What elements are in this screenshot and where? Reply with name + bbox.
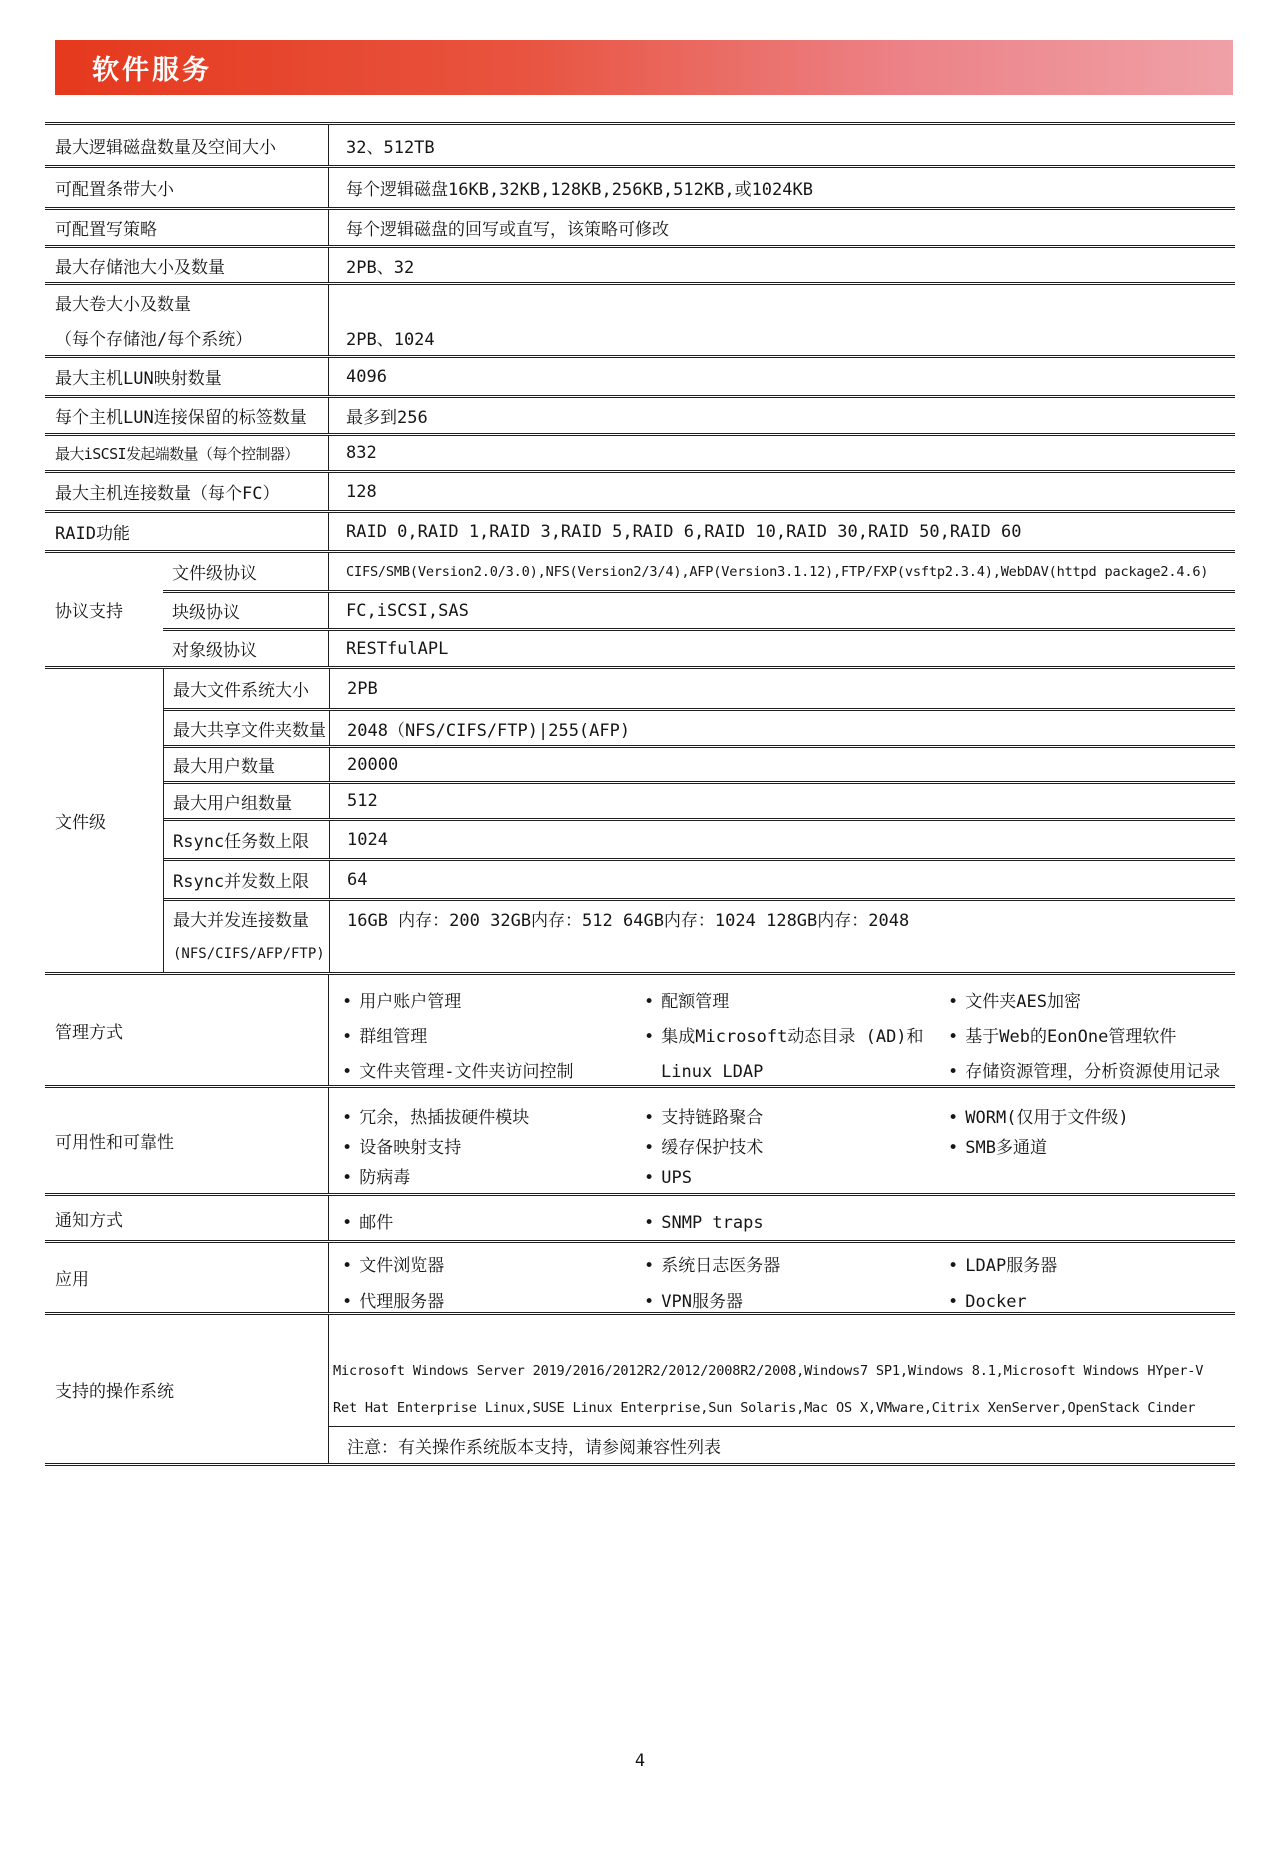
sub-row-label	[164, 711, 329, 745]
row-value	[328, 125, 1235, 165]
bullet-text: 缓存保护技术	[661, 1138, 764, 1158]
bullet-icon: •	[644, 1168, 655, 1188]
sub-row-value-text: 64	[347, 869, 368, 890]
bullet-text: 文件浏览器	[359, 1256, 445, 1276]
bullet-text: UPS	[661, 1168, 692, 1188]
spec-row-通知方式	[45, 1196, 1235, 1243]
sub-row-value-line	[347, 901, 1235, 937]
bullet-text: 防病毒	[359, 1168, 411, 1188]
row-label-text: 最大主机连接数量（每个FC）	[55, 484, 280, 504]
spec-row-支持的操作系统	[45, 1315, 1235, 1466]
bullet-column	[329, 1103, 631, 1193]
bullet-icon: •	[342, 1292, 353, 1312]
row-value	[328, 248, 1235, 282]
sub-row-label	[164, 748, 329, 781]
row-label	[45, 210, 328, 245]
sub-row	[163, 631, 1235, 666]
group-label	[45, 669, 163, 972]
bullet-item	[644, 1163, 935, 1193]
bullet-icon: •	[644, 1108, 655, 1128]
row-value-text: 2PB、32	[346, 257, 415, 278]
group-label	[45, 553, 163, 666]
os-line	[333, 1389, 1235, 1426]
bullet-icon: •	[342, 1213, 353, 1233]
row-label-text: 最大卷大小及数量	[55, 295, 191, 315]
spec-row-管理方式	[45, 975, 1235, 1088]
sub-row-label-line	[173, 901, 329, 937]
sub-row-label-text: 块级协议	[172, 603, 240, 623]
sub-row-label	[164, 861, 329, 898]
sub-row-label-text: 最大用户组数量	[173, 793, 292, 814]
bullet-text: VPN服务器	[661, 1292, 743, 1312]
row-value-text: 32、512TB	[346, 137, 435, 158]
bullets-area	[328, 1243, 1235, 1312]
bullet-text: 系统日志医务器	[661, 1256, 781, 1276]
bullet-item	[948, 985, 1235, 1020]
bullet-text: SMB多通道	[965, 1138, 1047, 1158]
row-label-text: 最大主机LUN映射数量	[55, 369, 222, 389]
bullet-text: LDAP服务器	[965, 1256, 1058, 1276]
row-label	[45, 436, 328, 470]
row-label	[45, 398, 328, 433]
sub-row	[164, 784, 1235, 821]
sub-row-value	[329, 784, 1235, 818]
bullet-column	[631, 985, 935, 1090]
sub-row-value-text: 1024	[347, 829, 388, 850]
row-value-text: 128	[346, 481, 377, 502]
row-label	[45, 1088, 328, 1193]
sub-row-value-text: 2048（NFS/CIFS/FTP)|255(AFP)	[347, 720, 631, 741]
spec-row-最大iSCSI发起端数量（每个控制器）	[45, 436, 1235, 473]
row-label	[45, 285, 328, 355]
bullet-item	[644, 1248, 935, 1284]
bullet-item	[644, 1020, 935, 1055]
bullet-icon: •	[948, 1108, 959, 1128]
bullet-icon: •	[342, 1138, 353, 1158]
bullet-column	[935, 1103, 1235, 1163]
sub-row-label	[164, 669, 329, 708]
bullet-text: 用户账户管理	[359, 992, 462, 1012]
sub-row-label	[164, 821, 329, 858]
row-value-text: 每个逻辑磁盘16KB,32KB,128KB,256KB,512KB,或1024KB	[346, 180, 813, 200]
row-label-text: 应用	[55, 1270, 89, 1290]
sub-row-value	[328, 593, 1235, 628]
row-label-line	[55, 320, 328, 355]
bullet-column	[935, 985, 1235, 1090]
bullet-text: 文件夹管理-文件夹访问控制	[359, 1062, 574, 1082]
sub-row-label	[163, 553, 328, 590]
bullet-text: Linux LDAP	[661, 1062, 764, 1082]
bullet-text: 冗余，热插拔硬件模块	[359, 1108, 530, 1128]
bullet-icon: •	[948, 1292, 959, 1312]
spec-row-应用	[45, 1243, 1235, 1315]
bullet-item	[342, 1133, 631, 1163]
bullet-icon: •	[342, 992, 353, 1012]
bullet-icon: •	[342, 1108, 353, 1128]
bullet-item	[342, 1208, 631, 1238]
os-lines	[329, 1315, 1235, 1426]
row-label-text: 通知方式	[55, 1210, 123, 1231]
bullet-column	[329, 1208, 631, 1238]
sub-row-value	[329, 821, 1235, 858]
bullet-icon: •	[644, 1292, 655, 1312]
bullet-item	[644, 985, 935, 1020]
bullet-column	[631, 1248, 935, 1320]
bullet-item	[644, 1208, 935, 1238]
bullet-text: 代理服务器	[359, 1292, 445, 1312]
spec-row-最大逻辑磁盘数量及空间大小	[45, 125, 1235, 168]
bullet-item	[342, 1163, 631, 1193]
sub-row-label-text: 对象级协议	[172, 641, 257, 661]
bullet-item	[342, 985, 631, 1020]
section-banner	[55, 40, 1233, 95]
bullet-text: 邮件	[359, 1213, 394, 1233]
group-rows	[163, 553, 1235, 666]
sub-row	[163, 553, 1235, 593]
sub-row-value-text: FC,iSCSI,SAS	[346, 600, 469, 621]
bullet-item	[342, 1020, 631, 1055]
sub-row-label-text: 最大用户数量	[173, 757, 275, 777]
os-note-text: 注意：有关操作系统版本支持，请参阅兼容性列表	[347, 1437, 721, 1458]
os-area	[328, 1315, 1235, 1463]
sub-row-label-text: 文件级协议	[172, 564, 257, 584]
row-label-text: 管理方式	[55, 1022, 123, 1043]
row-value-line	[346, 285, 1235, 320]
bullet-icon: •	[342, 1027, 353, 1047]
row-label	[45, 358, 328, 395]
sub-row	[164, 711, 1235, 748]
bullets-area	[328, 975, 1235, 1085]
row-label	[45, 248, 328, 282]
row-value-text: RAID 0,RAID 1,RAID 3,RAID 5,RAID 6,RAID 10,RAID 30,RAID 50,RAID 60	[346, 521, 1022, 542]
bullet-icon: •	[342, 1062, 353, 1082]
sub-row-label-text: 最大并发连接数量	[173, 911, 309, 932]
bullet-icon: •	[644, 1138, 655, 1158]
bullet-text: 文件夹AES加密	[965, 992, 1081, 1012]
bullet-icon: •	[948, 1062, 959, 1082]
bullet-item	[948, 1020, 1235, 1055]
row-label-text: 每个主机LUN连接保留的标签数量	[55, 408, 307, 428]
sub-row-label	[164, 901, 329, 972]
row-label-text: 可配置条带大小	[55, 180, 174, 200]
bullet-item	[948, 1055, 1235, 1090]
banner-title: 软件服务	[92, 55, 212, 86]
sub-row-value-text: 20000	[347, 754, 399, 775]
bullet-column	[631, 1208, 935, 1238]
row-label	[45, 975, 328, 1085]
row-value-text: 最多到256	[346, 408, 428, 428]
row-value	[328, 398, 1235, 433]
sub-row-value	[329, 901, 1235, 972]
sub-row-label-text: 最大共享文件夹数量	[173, 720, 326, 741]
spec-row-文件级	[45, 669, 1235, 975]
bullet-text: 设备映射支持	[359, 1138, 462, 1158]
os-line-text: Microsoft Windows Server 2019/2016/2012R2/2012/2008R2/2008,Windows7 SP1,Windows 8.1,Microsoft Windows HYper-V	[333, 1363, 1204, 1379]
row-value	[328, 285, 1235, 355]
row-label-text: 可配置写策略	[55, 220, 157, 240]
spec-row-可配置写策略	[45, 210, 1235, 248]
bullet-text: 基于Web的EonOne管理软件	[965, 1027, 1177, 1047]
row-label	[45, 513, 328, 550]
row-value-text: 2PB、1024	[346, 330, 435, 350]
row-label-line	[55, 285, 328, 320]
bullet-item	[644, 1133, 935, 1163]
page-number: 4	[634, 1751, 646, 1771]
sub-row-value-text: CIFS/SMB(Version2.0/3.0),NFS(Version2/3/4),AFP(Version3.1.12),FTP/FXP(vsftp2.3.4),WebDAV(httpd package2.4.6)	[346, 563, 1209, 580]
bullet-icon: •	[948, 1027, 959, 1047]
bullet-icon: •	[644, 1256, 655, 1276]
bullet-column	[329, 1248, 631, 1320]
bullet-column	[935, 1248, 1235, 1320]
sub-row-value-text: RESTfulAPL	[346, 638, 449, 659]
row-value	[328, 436, 1235, 470]
row-value	[328, 513, 1235, 550]
bullet-item	[948, 1133, 1235, 1163]
bullets-area	[328, 1088, 1235, 1193]
row-value-text: 4096	[346, 366, 387, 387]
row-label-text: RAID功能	[55, 524, 130, 544]
bullet-icon: •	[948, 1256, 959, 1276]
row-label-text: 可用性和可靠性	[55, 1133, 174, 1153]
row-label-text: 最大逻辑磁盘数量及空间大小	[55, 137, 276, 158]
spec-row-可用性和可靠性	[45, 1088, 1235, 1196]
group-label-text: 协议支持	[55, 602, 123, 622]
bullet-icon: •	[342, 1256, 353, 1276]
row-value-line	[346, 320, 1235, 355]
spec-table	[45, 122, 1235, 1466]
sub-row-label-text: (NFS/CIFS/AFP/FTP)	[173, 946, 325, 963]
sub-row-value-text: 2PB	[347, 678, 378, 699]
spec-row-最大存储池大小及数量	[45, 248, 1235, 285]
row-label	[45, 473, 328, 510]
sub-row-value	[329, 861, 1235, 898]
row-label-text: 最大存储池大小及数量	[55, 257, 225, 278]
bullet-icon: •	[342, 1168, 353, 1188]
row-label	[45, 1243, 328, 1312]
bullet-item	[342, 1103, 631, 1133]
spec-row-4	[45, 285, 1235, 358]
sub-row-label	[163, 631, 328, 666]
bullet-column	[329, 985, 631, 1090]
spec-row-最大主机LUN映射数量	[45, 358, 1235, 398]
sub-row-label	[163, 593, 328, 628]
sub-row	[164, 901, 1235, 972]
spec-row-可配置条带大小	[45, 168, 1235, 210]
row-value	[328, 210, 1235, 245]
sub-row-label-text: 最大文件系统大小	[173, 681, 309, 701]
bullet-icon: •	[644, 1027, 655, 1047]
row-value	[328, 473, 1235, 510]
spec-row-每个主机LUN连接保留的标签数量	[45, 398, 1235, 436]
bullets-area	[328, 1196, 1235, 1240]
sub-row-value-text: 512	[347, 791, 378, 811]
sub-row	[164, 821, 1235, 861]
sub-row-label	[164, 784, 329, 818]
bullet-icon: •	[948, 1138, 959, 1158]
bullet-text: WORM(仅用于文件级)	[965, 1108, 1129, 1128]
row-value	[328, 358, 1235, 395]
spec-row-协议支持	[45, 553, 1235, 669]
bullet-column	[631, 1103, 935, 1193]
row-label-text: 最大iSCSI发起端数量（每个控制器）	[55, 444, 299, 463]
row-label-text: 支持的操作系统	[55, 1381, 174, 1402]
row-label	[45, 125, 328, 165]
sub-row-value	[328, 631, 1235, 666]
sub-row-value	[328, 553, 1235, 590]
bullet-text: 支持链路聚合	[661, 1108, 764, 1128]
bullet-item	[342, 1055, 631, 1090]
sub-row-value-text: 16GB 内存：200 32GB内存：512 64GB内存：1024 128GB内存：2048	[347, 911, 910, 932]
bullet-icon: •	[644, 992, 655, 1012]
bullet-item	[644, 1103, 935, 1133]
row-label-text: （每个存储池/每个系统）	[55, 330, 253, 350]
row-label	[45, 1315, 328, 1463]
row-value-text: 832	[346, 443, 377, 463]
spec-row-最大主机连接数量（每个FC）	[45, 473, 1235, 513]
sub-row-label-line	[173, 937, 329, 973]
bullet-icon: •	[948, 992, 959, 1012]
group-label-text: 文件级	[55, 813, 106, 833]
bullet-text: Docker	[965, 1292, 1027, 1312]
sub-row-label-text: Rsync并发数上限	[173, 872, 310, 892]
bullet-text: 配额管理	[661, 992, 730, 1012]
os-note-row	[329, 1426, 1235, 1463]
bullet-icon: •	[644, 1213, 655, 1233]
os-line	[333, 1352, 1235, 1389]
bullet-text: 存储资源管理，分析资源使用记录	[965, 1062, 1221, 1082]
row-value-text: 每个逻辑磁盘的回写或直写，该策略可修改	[346, 220, 669, 240]
sub-row-value	[329, 748, 1235, 781]
bullet-text: 集成Microsoft动态目录 (AD)和	[661, 1027, 924, 1047]
sub-row	[164, 861, 1235, 901]
bullet-text: SNMP traps	[661, 1213, 764, 1233]
sub-row-value	[329, 711, 1235, 745]
sub-row	[164, 669, 1235, 711]
row-value	[328, 168, 1235, 207]
bullet-item	[948, 1103, 1235, 1133]
group-rows	[163, 669, 1235, 972]
bullet-item	[644, 1055, 935, 1090]
sub-row-value	[329, 669, 1235, 708]
bullet-item	[342, 1248, 631, 1284]
sub-row	[163, 593, 1235, 631]
spec-row-RAID功能	[45, 513, 1235, 553]
sub-row	[164, 748, 1235, 784]
os-line-text: Ret Hat Enterprise Linux,SUSE Linux Enterprise,Sun Solaris,Mac OS X,VMware,Citrix XenServer,OpenStack Cinder	[333, 1400, 1196, 1416]
bullet-text: 群组管理	[359, 1027, 428, 1047]
bullet-item	[948, 1248, 1235, 1284]
sub-row-value-line	[347, 937, 1235, 973]
row-label	[45, 1196, 328, 1240]
sub-row-label-text: Rsync任务数上限	[173, 832, 310, 852]
row-label	[45, 168, 328, 207]
